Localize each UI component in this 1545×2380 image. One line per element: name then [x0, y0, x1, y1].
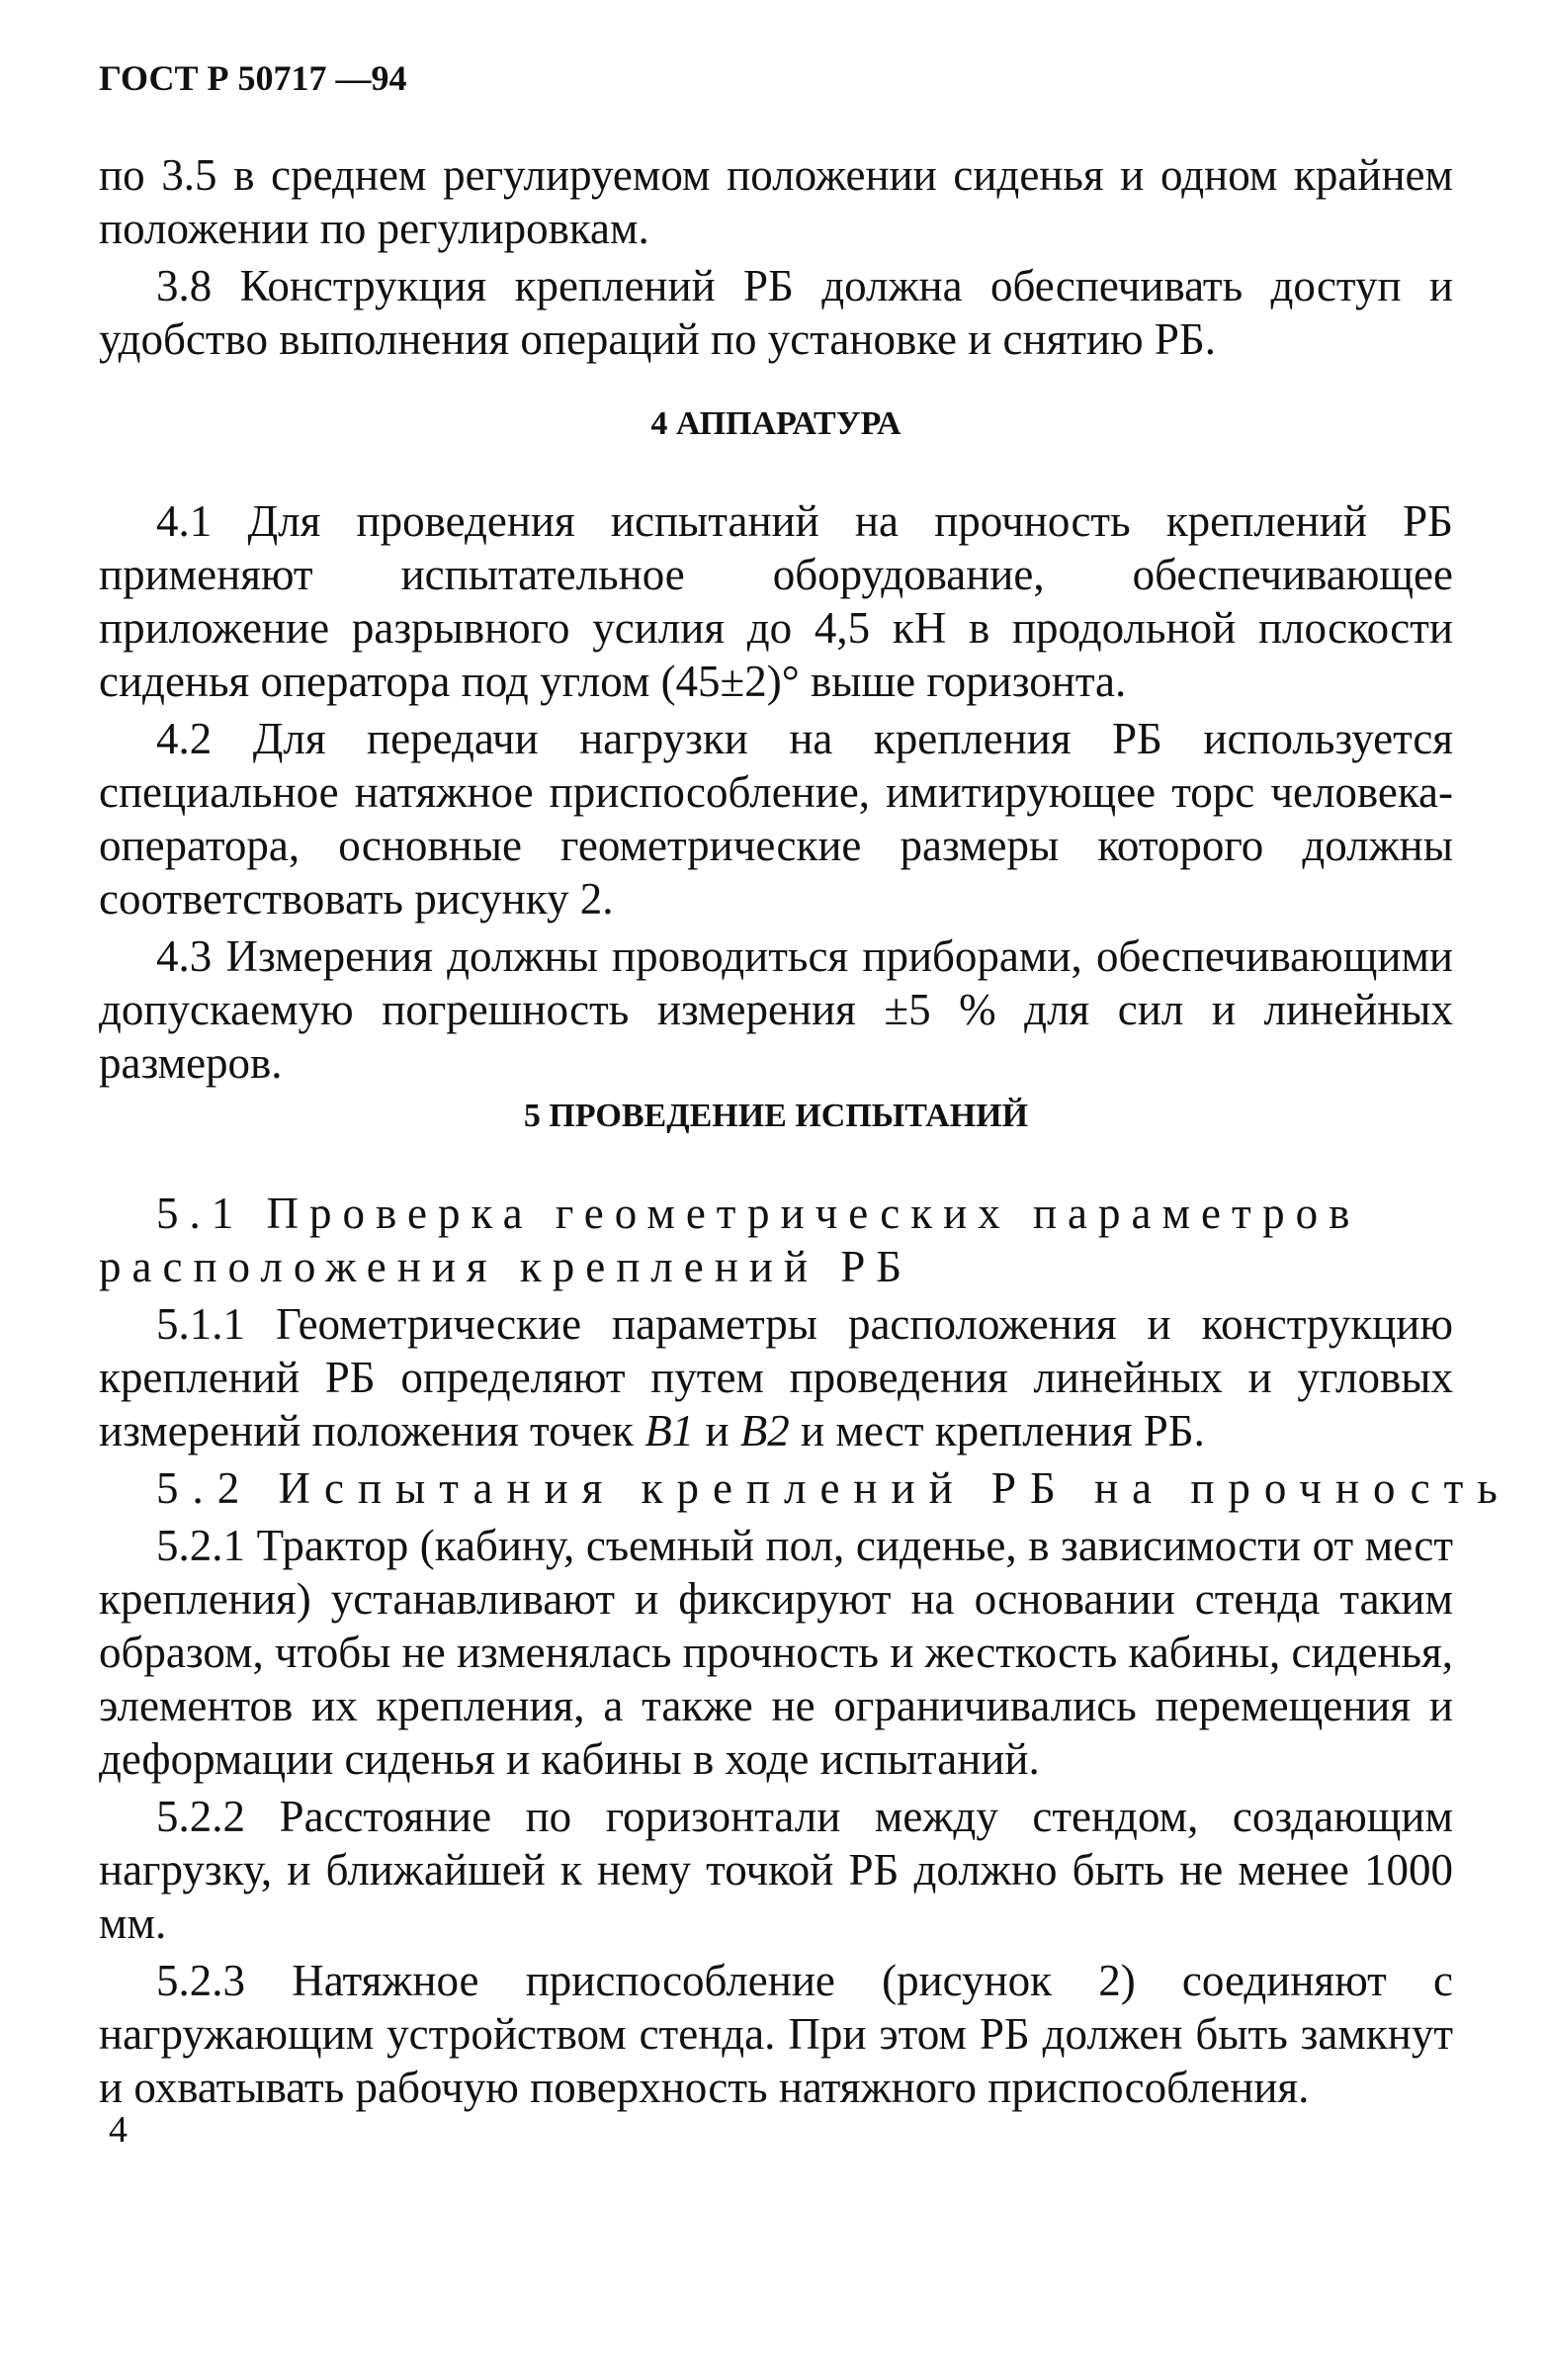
paragraph-5-1-1 — [99, 1297, 1453, 1457]
point-b1-label: В1 — [644, 1406, 695, 1455]
paragraph-5-2-1: 5.2.1 Трактор (кабину, съемный пол, сиденье, в зависимости от мест крепления) устанавливают и фиксируют на основании стенда таким образом, чтобы не изменялась прочность и жесткость кабины, сиденья, элементов их крепления, а также не ограничивались перемещения и деформации сиденья и кабины в ходе испытаний. — [99, 1521, 1453, 1784]
section-4-title: 4 АППАРАТУРА — [650, 405, 901, 442]
document-code-header: ГОСТ Р 50717 —94 — [99, 58, 407, 98]
intro-block — [99, 148, 1453, 366]
subsection-5-2-title: 5.2 Испытания креплений РБ на прочность — [156, 1463, 1511, 1513]
paragraph-continuation: по 3.5 в среднем регулируемом положении сиденья и одном крайнем положении по регулировкам. — [99, 150, 1453, 253]
point-b2-label: В2 — [739, 1406, 790, 1455]
section-5-title: 5 ПРОВЕДЕНИЕ ИСПЫТАНИЙ — [523, 1098, 1029, 1134]
paragraph-5-2-3: 5.2.3 Натяжное приспособление (рисунок 2) соединяют с нагружающим устройством стенда. При этом РБ должен быть замкнут и охватывать рабочую поверхность натяжного приспособления. — [99, 1956, 1453, 2112]
paragraph-4-2: 4.2 Для передачи нагрузки на крепления РБ используется специальное натяжное приспособление, имитирующее торс человека-оператора, основные геометрические размеры которого должны соответствовать рисунку 2. — [99, 714, 1453, 924]
paragraph-5-1-1-text-a: 5.1.1 Геометрические параметры расположения и конструкцию креплений РБ определяют путем проведения линейных и угловых измерений положения точек — [99, 1299, 1453, 1455]
paragraph-4-3: 4.3 Измерения должны проводиться приборами, обеспечивающими допускаемую погрешность измерения ±5 % для сил и линейных размеров. — [99, 931, 1453, 1088]
section-5-body — [99, 1187, 1511, 2114]
paragraph-3-8: 3.8 Конструкция креплений РБ должна обеспечивать доступ и удобство выполнения операций по установке и снятию РБ. — [99, 261, 1453, 364]
paragraph-4-1: 4.1 Для проведения испытаний на прочность креплений РБ применяют испытательное оборудование, обеспечивающее приложение разрывного усилия до 4,5 кН в продольной плоскости сиденья оператора под углом (45±2)° выше горизонта. — [99, 496, 1453, 706]
subsection-5-1-title: 5.1 Проверка геометрических параметров расположения креплений РБ — [99, 1189, 1361, 1291]
section-4-body — [99, 494, 1453, 1090]
page-number: 4 — [109, 2109, 128, 2151]
paragraph-5-2-2: 5.2.2 Расстояние по горизонтали между стендом, создающим нагрузку, и ближайшей к нему точкой РБ должно быть не менее 1000 мм. — [99, 1792, 1453, 1948]
paragraph-5-1-1-and: и — [694, 1406, 740, 1455]
paragraph-5-1-1-text-b: и мест крепления РБ. — [789, 1406, 1205, 1455]
